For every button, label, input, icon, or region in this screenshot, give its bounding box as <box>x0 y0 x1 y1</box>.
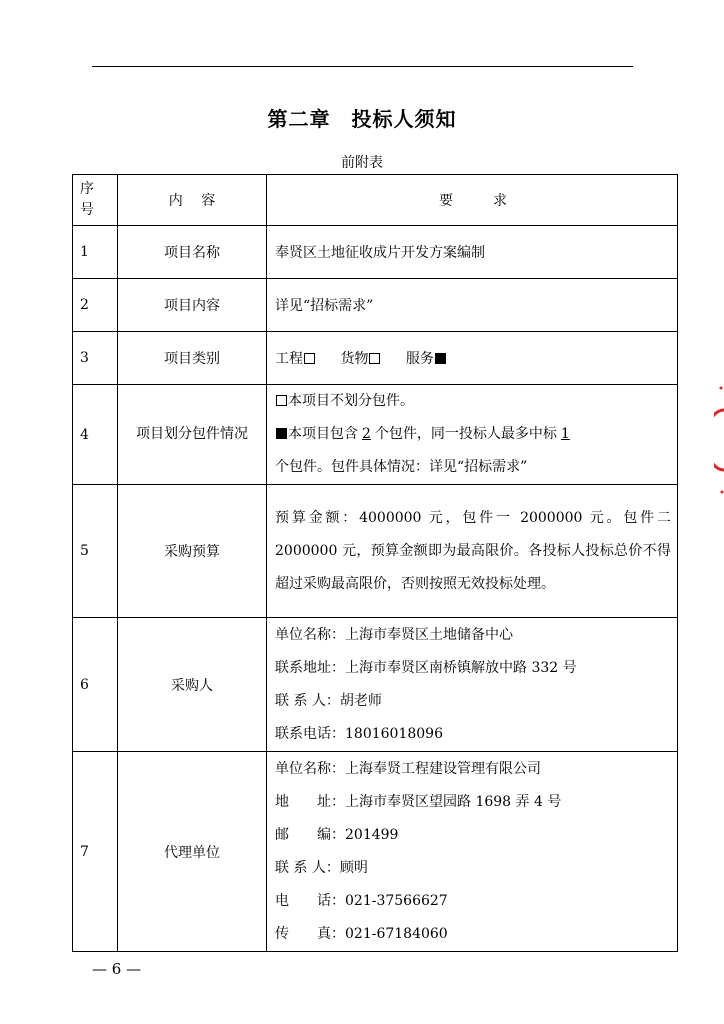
table-row <box>73 279 678 332</box>
table-row <box>73 385 678 485</box>
info-line: 联系地址：上海市奉贤区南桥镇解放中路 332 号 <box>275 659 577 676</box>
header-req: 要 求 <box>267 175 678 226</box>
project-category-options <box>267 332 678 385</box>
requirements-table <box>72 174 678 952</box>
chapter-title: 第二章 投标人须知 <box>267 107 457 131</box>
max-win-count: 1 <box>560 426 570 442</box>
row-item: 代理单位 <box>118 752 267 952</box>
row-item: 采购预算 <box>118 485 267 618</box>
table-row <box>73 618 678 752</box>
row-num: 2 <box>73 279 118 332</box>
row-item: 采购人 <box>118 618 267 752</box>
table-row <box>73 226 678 279</box>
table-header-row <box>73 175 678 226</box>
row-num: 7 <box>73 752 118 952</box>
page-number: — 6 — <box>92 960 142 978</box>
project-content-value: 详见“招标需求” <box>267 279 678 332</box>
row-item: 项目名称 <box>118 226 267 279</box>
info-line: 联 系 人：顾明 <box>275 859 368 876</box>
header-num: 序号 <box>73 175 118 226</box>
package-count: 2 <box>362 426 371 442</box>
table-caption: 前附表 <box>341 155 383 171</box>
info-line: 传 真：021-67184060 <box>275 925 448 942</box>
category-option: 服务 <box>406 351 447 367</box>
row-item: 项目内容 <box>118 279 267 332</box>
info-line: 邮 编：201499 <box>275 826 399 843</box>
row-item: 项目划分包件情况 <box>118 385 267 485</box>
checkbox-empty-icon <box>304 353 315 364</box>
budget-text: 预算金额：4000000 元，包件一 2000000 元。包件二 2000000 元，预算金额即为最高限价。各投标人投标总价不得超过采购最高限价，否则按照无效投标处理。 <box>267 485 678 618</box>
row-num: 6 <box>73 618 118 752</box>
row-item: 项目类别 <box>118 332 267 385</box>
checkbox-empty-icon <box>369 353 380 364</box>
info-line: 单位名称：上海奉贤工程建设管理有限公司 <box>275 760 541 777</box>
checkbox-filled-icon <box>276 428 287 439</box>
category-option: 货物 <box>340 351 381 367</box>
info-line: 联系电话：18016018096 <box>275 725 443 742</box>
info-line: 电 话：021-37566627 <box>275 892 448 909</box>
header-item: 内 容 <box>118 175 267 226</box>
row-num: 5 <box>73 485 118 618</box>
category-option: 工程 <box>275 351 316 367</box>
row-num: 3 <box>73 332 118 385</box>
red-seal-fragment <box>714 380 724 500</box>
project-name-value: 奉贤区土地征收成片开发方案编制 <box>267 226 678 279</box>
row-num: 1 <box>73 226 118 279</box>
info-line: 单位名称：上海市奉贤区土地储备中心 <box>275 626 513 643</box>
purchaser-info <box>267 618 678 752</box>
table-row <box>73 752 678 952</box>
table-row <box>73 332 678 385</box>
table-row <box>73 485 678 618</box>
checkbox-filled-icon <box>435 353 446 364</box>
checkbox-empty-icon <box>276 395 287 406</box>
agency-info <box>267 752 678 952</box>
info-line: 联 系 人：胡老师 <box>275 692 382 709</box>
row-num: 4 <box>73 385 118 485</box>
info-line: 地 址：上海市奉贤区望园路 1698 弄 4 号 <box>275 793 562 810</box>
package-info: 本项目不划分包件。 本项目包含 2 个包件，同一投标人最多中标 1 个包件。包件具体情况：详见“招标需求” <box>267 385 678 485</box>
header-rule <box>92 66 633 67</box>
